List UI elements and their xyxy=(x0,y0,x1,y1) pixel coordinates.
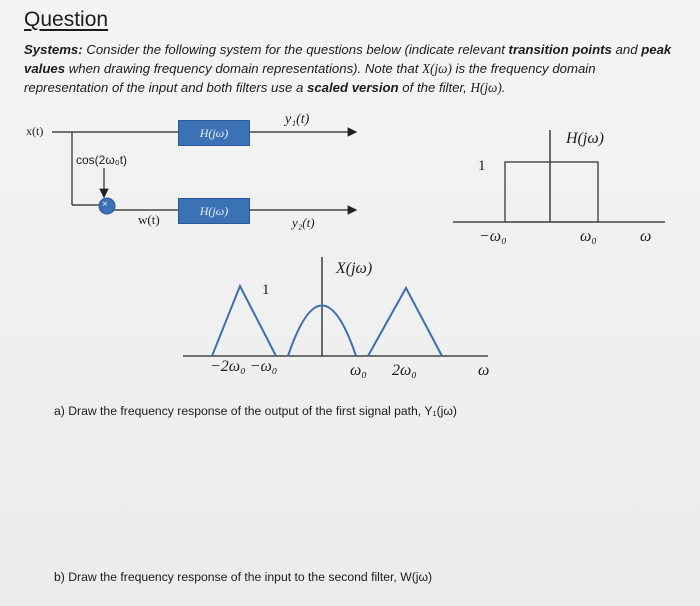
page-title: Question xyxy=(24,8,109,31)
filter-plot-title: H(jω) xyxy=(566,130,604,147)
question-b: b) Draw the frequency response of the input to the second filter, W(jω) xyxy=(54,570,433,584)
intro-math-2: H(jω) xyxy=(470,80,502,95)
multiplier-symbol: × xyxy=(102,199,108,210)
output-2-label: y₂(t) xyxy=(292,215,315,230)
input-spectrum-neg-ticks: −2ω₀ −ω₀ xyxy=(210,358,278,375)
intro-text-4: is the frequency domain representation of the input and both filters use a xyxy=(24,61,596,95)
product-label: w(t) xyxy=(138,212,160,227)
carrier-label: cos(2ω₀t) xyxy=(76,153,128,167)
filter-plot-axis-label: ω xyxy=(640,228,652,245)
filter-block-2 xyxy=(178,198,250,224)
intro-bold-3: scaled version xyxy=(306,80,399,95)
filter-plot xyxy=(453,130,665,222)
input-spectrum-title: X(jω) xyxy=(336,260,373,277)
intro-math-1: X(jω) xyxy=(422,61,452,76)
output-1-label: y₁(t) xyxy=(285,112,310,127)
filter-plot-pos-cutoff: ω₀ xyxy=(580,228,597,245)
filter-block-1-label: H(jω) xyxy=(199,125,229,140)
input-spectrum-pos-tick-1: ω₀ xyxy=(350,362,367,379)
intro-text-3: when drawing frequency domain representations). Note that xyxy=(65,61,423,76)
intro-bold-2: peak values xyxy=(24,42,672,76)
input-spectrum-axis-label: ω xyxy=(478,362,490,379)
filter-block-1 xyxy=(178,120,250,146)
intro-text-6: . xyxy=(501,80,506,95)
input-label: x(t) xyxy=(26,124,44,138)
question-a: a) Draw the frequency response of the output of the first signal path, Y₁(jω) xyxy=(54,404,457,418)
filter-plot-neg-cutoff: −ω₀ xyxy=(479,228,507,245)
intro-text-1: Consider the following system for the questions below (indicate relevant xyxy=(82,42,509,57)
intro-text-2: and xyxy=(611,42,642,57)
filter-plot-peak-label: 1 xyxy=(478,158,486,174)
input-spectrum-pos-tick-2: 2ω₀ xyxy=(392,362,417,379)
input-spectrum-peak-label: 1 xyxy=(262,282,270,298)
filter-block-2-label: H(jω) xyxy=(199,203,229,218)
intro-text-5: of the filter, xyxy=(398,80,471,95)
systems-label: Systems: xyxy=(24,42,83,57)
intro-bold-1: transition points xyxy=(508,42,612,57)
